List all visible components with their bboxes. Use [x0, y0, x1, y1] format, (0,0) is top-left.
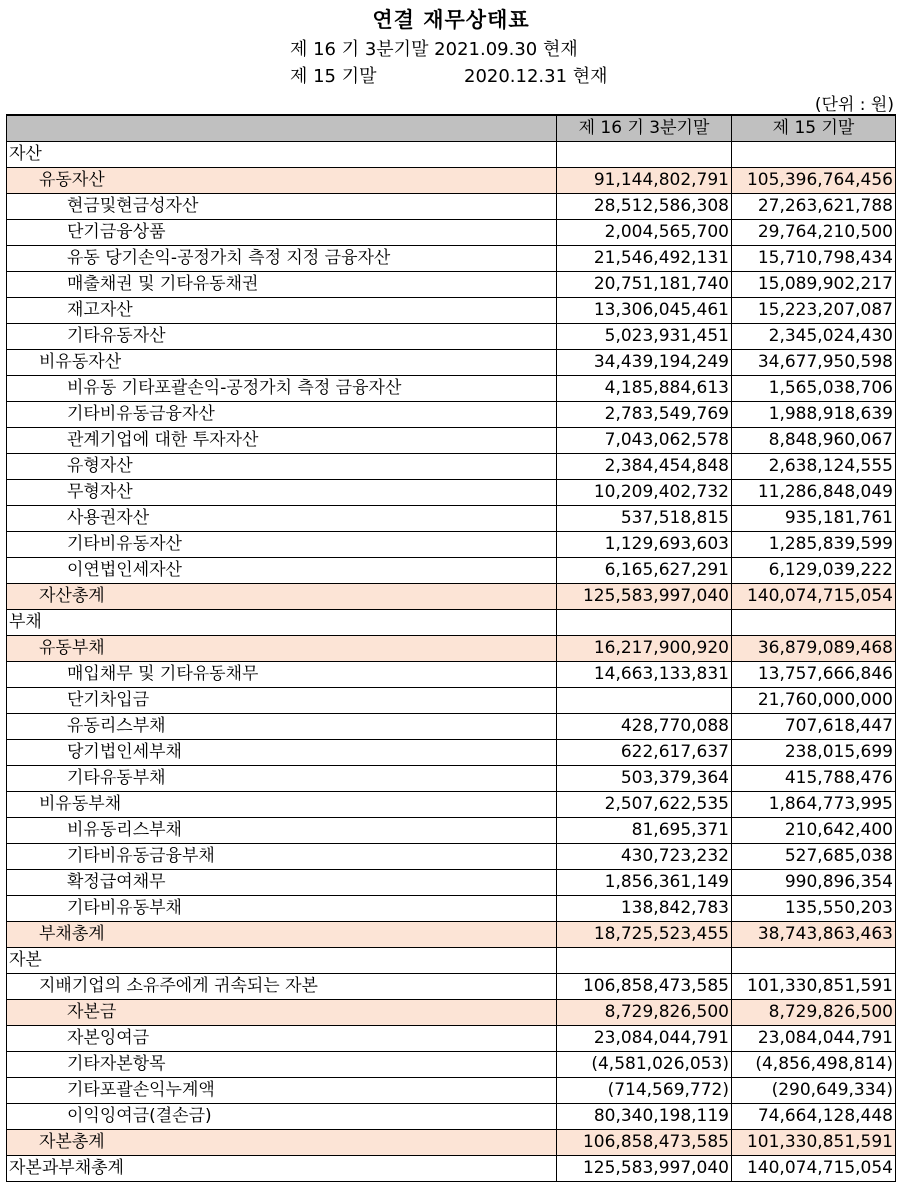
row-label: 자산총계	[7, 584, 557, 610]
row-label: 유동 당기손익-공정가치 측정 지정 금융자산	[7, 246, 557, 272]
table-row	[7, 1000, 896, 1026]
prior-period-value: 1,864,773,995	[732, 792, 896, 818]
row-label: 기타비유동금융부채	[7, 844, 557, 870]
row-label: 기타포괄손익누계액	[7, 1078, 557, 1104]
prior-period-value: 990,896,354	[732, 870, 896, 896]
prior-period-value: 1,565,038,706	[732, 376, 896, 402]
table-row	[7, 974, 896, 1000]
prior-period-value: 36,879,089,468	[732, 636, 896, 662]
current-period-value: 5,023,931,451	[557, 324, 732, 350]
row-label: 유동부채	[7, 636, 557, 662]
unit-label: (단위 : 원)	[814, 95, 894, 115]
prior-period-value: 935,181,761	[732, 506, 896, 532]
table-row	[7, 168, 896, 194]
current-period-value: 81,695,371	[557, 818, 732, 844]
row-label: 무형자산	[7, 480, 557, 506]
row-label: 매출채권 및 기타유동채권	[7, 272, 557, 298]
table-row	[7, 740, 896, 766]
header-account	[7, 115, 557, 142]
table-row	[7, 610, 896, 636]
row-label: 사용권자산	[7, 506, 557, 532]
prior-period-value: 8,848,960,067	[732, 428, 896, 454]
table-row	[7, 220, 896, 246]
row-label: 기타유동부채	[7, 766, 557, 792]
table-row	[7, 454, 896, 480]
row-label: 기타비유동자산	[7, 532, 557, 558]
table-row	[7, 792, 896, 818]
table-row	[7, 532, 896, 558]
table-row	[7, 506, 896, 532]
row-label: 단기금융상품	[7, 220, 557, 246]
prior-period-value: 29,764,210,500	[732, 220, 896, 246]
prior-period-value: (290,649,334)	[732, 1078, 896, 1104]
current-period-value: 21,546,492,131	[557, 246, 732, 272]
row-label: 이연법인세자산	[7, 558, 557, 584]
prior-period-value: 11,286,848,049	[732, 480, 896, 506]
prior-period-value	[732, 948, 896, 974]
table-row	[7, 350, 896, 376]
current-period-value: 125,583,997,040	[557, 1156, 732, 1182]
header-current-period: 제 16 기 3분기말	[557, 115, 732, 142]
row-label: 비유동리스부채	[7, 818, 557, 844]
prior-period-value: 140,074,715,054	[732, 1156, 896, 1182]
current-period-value	[557, 688, 732, 714]
prior-period-value	[732, 142, 896, 168]
current-period-value: 34,439,194,249	[557, 350, 732, 376]
prior-period-value: 74,664,128,448	[732, 1104, 896, 1130]
current-period-value: 13,306,045,461	[557, 298, 732, 324]
table-row	[7, 558, 896, 584]
prior-period-value: 6,129,039,222	[732, 558, 896, 584]
prior-period-value: 140,074,715,054	[732, 584, 896, 610]
prior-period-value: 105,396,764,456	[732, 168, 896, 194]
current-period-value: 106,858,473,585	[557, 974, 732, 1000]
row-label: 비유동부채	[7, 792, 557, 818]
current-period-value: 16,217,900,920	[557, 636, 732, 662]
row-label: 기타비유동부채	[7, 896, 557, 922]
prior-period-value: 15,223,207,087	[732, 298, 896, 324]
prior-period-value: 101,330,851,591	[732, 974, 896, 1000]
row-label: 유동자산	[7, 168, 557, 194]
current-period-value: 537,518,815	[557, 506, 732, 532]
table-row	[7, 948, 896, 974]
current-period-value: (4,581,026,053)	[557, 1052, 732, 1078]
table-row	[7, 1130, 896, 1156]
current-period-value: 10,209,402,732	[557, 480, 732, 506]
table-row	[7, 1156, 896, 1182]
current-period-value: 125,583,997,040	[557, 584, 732, 610]
current-period-value	[557, 610, 732, 636]
prior-period-value: 1,285,839,599	[732, 532, 896, 558]
table-row	[7, 246, 896, 272]
table-row	[7, 688, 896, 714]
prior-period-value: 23,084,044,791	[732, 1026, 896, 1052]
row-label: 확정급여채무	[7, 870, 557, 896]
current-period-value: 2,004,565,700	[557, 220, 732, 246]
row-label: 기타비유동금융자산	[7, 402, 557, 428]
prior-period-value: 21,760,000,000	[732, 688, 896, 714]
table-row	[7, 766, 896, 792]
table-row	[7, 272, 896, 298]
table-row	[7, 870, 896, 896]
prior-period-value: 13,757,666,846	[732, 662, 896, 688]
current-period-value: (714,569,772)	[557, 1078, 732, 1104]
row-label: 재고자산	[7, 298, 557, 324]
period-prior	[290, 62, 608, 88]
table-row	[7, 922, 896, 948]
row-label: 자본금	[7, 1000, 557, 1026]
prior-period-value: 527,685,038	[732, 844, 896, 870]
current-period-value	[557, 948, 732, 974]
current-period-value: 1,856,361,149	[557, 870, 732, 896]
period-prior-date: 2020.12.31 현재	[464, 66, 608, 87]
table-row	[7, 1104, 896, 1130]
period-prior-label: 제 15 기말	[290, 66, 377, 87]
statement-title: 연결 재무상태표	[372, 8, 530, 32]
prior-period-value: 210,642,400	[732, 818, 896, 844]
current-period-value: 503,379,364	[557, 766, 732, 792]
table-row	[7, 324, 896, 350]
row-label: 유동리스부채	[7, 714, 557, 740]
table-row	[7, 844, 896, 870]
table-body	[7, 142, 896, 1182]
prior-period-value: 15,710,798,434	[732, 246, 896, 272]
prior-period-value: 15,089,902,217	[732, 272, 896, 298]
row-label: 비유동 기타포괄손익-공정가치 측정 금융자산	[7, 376, 557, 402]
prior-period-value: 238,015,699	[732, 740, 896, 766]
table-row	[7, 714, 896, 740]
table-row	[7, 896, 896, 922]
row-label: 자본총계	[7, 1130, 557, 1156]
table-row	[7, 376, 896, 402]
current-period-value: 8,729,826,500	[557, 1000, 732, 1026]
current-period-value: 80,340,198,119	[557, 1104, 732, 1130]
table-row	[7, 428, 896, 454]
current-period-value: 7,043,062,578	[557, 428, 732, 454]
table-row	[7, 662, 896, 688]
table-row	[7, 402, 896, 428]
current-period-value: 106,858,473,585	[557, 1130, 732, 1156]
prior-period-value: 34,677,950,598	[732, 350, 896, 376]
prior-period-value	[732, 610, 896, 636]
table-row	[7, 194, 896, 220]
row-label: 유형자산	[7, 454, 557, 480]
prior-period-value: 101,330,851,591	[732, 1130, 896, 1156]
row-label: 당기법인세부채	[7, 740, 557, 766]
row-label: 단기차입금	[7, 688, 557, 714]
table-row	[7, 1026, 896, 1052]
table-row	[7, 298, 896, 324]
current-period-value: 622,617,637	[557, 740, 732, 766]
current-period-value: 14,663,133,831	[557, 662, 732, 688]
row-label: 부채	[7, 610, 557, 636]
row-label: 지배기업의 소유주에게 귀속되는 자본	[7, 974, 557, 1000]
period-current: 제 16 기 3분기말 2021.09.30 현재	[290, 39, 578, 60]
prior-period-value: 135,550,203	[732, 896, 896, 922]
table-row	[7, 636, 896, 662]
prior-period-value: 415,788,476	[732, 766, 896, 792]
balance-sheet-table	[6, 114, 896, 1182]
row-label: 자본과부채총계	[7, 1156, 557, 1182]
prior-period-value: 1,988,918,639	[732, 402, 896, 428]
current-period-value: 2,783,549,769	[557, 402, 732, 428]
prior-period-value: 2,345,024,430	[732, 324, 896, 350]
current-period-value: 2,507,622,535	[557, 792, 732, 818]
current-period-value: 1,129,693,603	[557, 532, 732, 558]
current-period-value: 6,165,627,291	[557, 558, 732, 584]
row-label: 현금및현금성자산	[7, 194, 557, 220]
current-period-value: 2,384,454,848	[557, 454, 732, 480]
table-row	[7, 818, 896, 844]
row-label: 자산	[7, 142, 557, 168]
current-period-value: 4,185,884,613	[557, 376, 732, 402]
current-period-value	[557, 142, 732, 168]
prior-period-value: 38,743,863,463	[732, 922, 896, 948]
prior-period-value: 2,638,124,555	[732, 454, 896, 480]
current-period-value: 23,084,044,791	[557, 1026, 732, 1052]
table-header-row	[7, 115, 896, 142]
header-prior-period: 제 15 기말	[732, 115, 896, 142]
row-label: 비유동자산	[7, 350, 557, 376]
prior-period-value: 8,729,826,500	[732, 1000, 896, 1026]
row-label: 자본잉여금	[7, 1026, 557, 1052]
current-period-value: 20,751,181,740	[557, 272, 732, 298]
current-period-value: 138,842,783	[557, 896, 732, 922]
table-row	[7, 1078, 896, 1104]
table-row	[7, 1052, 896, 1078]
table-row	[7, 480, 896, 506]
table-row	[7, 142, 896, 168]
prior-period-value: 27,263,621,788	[732, 194, 896, 220]
current-period-value: 28,512,586,308	[557, 194, 732, 220]
current-period-value: 430,723,232	[557, 844, 732, 870]
current-period-value: 91,144,802,791	[557, 168, 732, 194]
current-period-value: 428,770,088	[557, 714, 732, 740]
table-row	[7, 584, 896, 610]
row-label: 매입채무 및 기타유동채무	[7, 662, 557, 688]
row-label: 부채총계	[7, 922, 557, 948]
row-label: 기타유동자산	[7, 324, 557, 350]
current-period-value: 18,725,523,455	[557, 922, 732, 948]
row-label: 기타자본항목	[7, 1052, 557, 1078]
row-label: 이익잉여금(결손금)	[7, 1104, 557, 1130]
row-label: 자본	[7, 948, 557, 974]
prior-period-value: 707,618,447	[732, 714, 896, 740]
row-label: 관계기업에 대한 투자자산	[7, 428, 557, 454]
prior-period-value: (4,856,498,814)	[732, 1052, 896, 1078]
